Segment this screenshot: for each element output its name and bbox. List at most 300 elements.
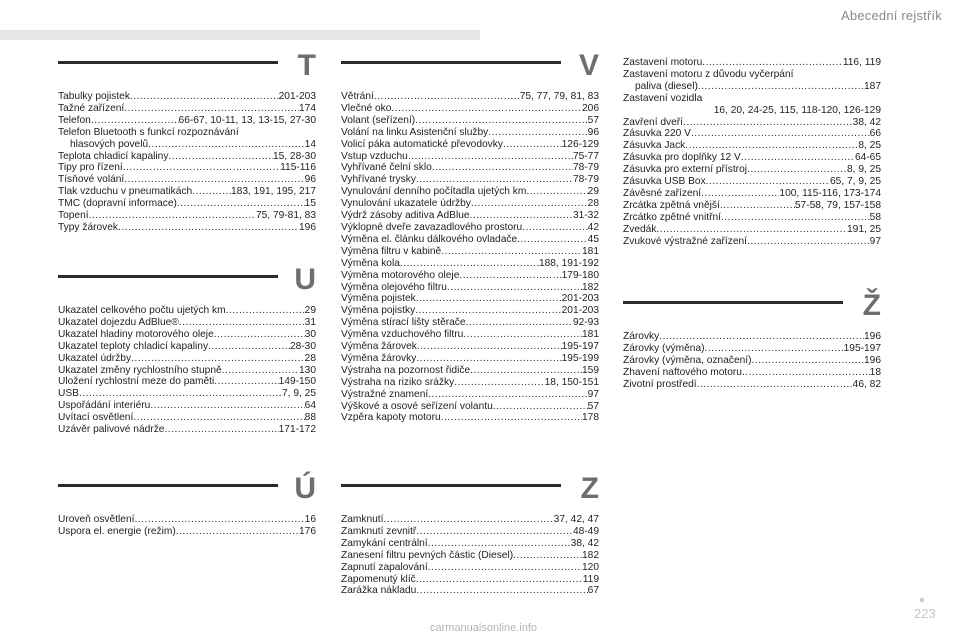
index-section-v [341, 49, 599, 424]
index-entry [623, 367, 881, 379]
index-entry [58, 412, 316, 424]
index-section-u [58, 263, 316, 436]
dot-leader [470, 210, 573, 222]
entry-pages: 100, 115-116, 173-174 [779, 187, 881, 199]
entry-term: Ukazatel změny rychlostního stupně [58, 364, 222, 376]
entry-pages: 115-116 [280, 162, 316, 174]
entry-term: Vlečné oko [341, 102, 392, 114]
entry-pages: 171-172 [278, 424, 316, 436]
index-entry [341, 574, 599, 586]
dot-leader [721, 212, 870, 224]
entry-pages: 38, 42 [852, 116, 881, 128]
section-rule [58, 484, 278, 487]
footer-marker [920, 598, 924, 602]
section-letter: Ž [862, 289, 881, 322]
index-entry [58, 103, 316, 115]
dot-leader [131, 353, 305, 365]
dot-leader [698, 81, 864, 93]
index-entry [341, 234, 599, 246]
index-entry [341, 412, 599, 424]
section-rule [58, 275, 278, 278]
dot-leader [214, 376, 278, 388]
top-bar [0, 0, 960, 40]
dot-leader [134, 514, 304, 526]
dot-leader [130, 91, 279, 103]
dot-leader [697, 379, 853, 391]
entry-pages: 179-180 [561, 269, 599, 281]
entry-term: Životní prostředí [623, 378, 697, 390]
entry-pages: 176 [299, 525, 316, 537]
entry-pages: 88 [304, 412, 316, 424]
entry-pages: 67 [587, 585, 599, 597]
entry-term: Větrání [341, 91, 374, 102]
entry-term: Zásuvka 220 V [623, 128, 691, 140]
index-entry [341, 270, 599, 282]
dot-leader [124, 174, 304, 186]
dot-leader [416, 526, 573, 538]
entry-term: Výměna žárovky [341, 352, 417, 364]
index-entry [58, 305, 316, 317]
entry-pages: 195-197 [843, 342, 881, 354]
index-entry [623, 81, 881, 93]
index-entry [58, 365, 316, 377]
entry-term: hlasových povelů [70, 138, 149, 150]
index-entry [341, 162, 599, 174]
dot-leader [416, 585, 587, 597]
entry-term: Zvedák [623, 223, 657, 235]
entry-term: Zapomenutý klíč [341, 573, 416, 585]
dot-leader [123, 162, 280, 174]
entry-term: Zamknutí zevnitř [341, 525, 417, 537]
dot-leader [488, 127, 587, 139]
dot-leader [659, 331, 864, 343]
entry-term: Výklopné dveře zavazadlového prostoru [341, 221, 523, 233]
index-entry [58, 424, 316, 436]
dot-leader [383, 514, 553, 526]
index-entry [623, 176, 881, 188]
entry-term: Ukazatel údržby [58, 352, 132, 364]
page-header-title: Abecední rejstřík [841, 8, 942, 23]
dot-leader [124, 103, 299, 115]
dot-leader [176, 526, 299, 538]
entry-pages: 66-67, 10-11, 13, 13-15, 27-30 [178, 114, 316, 126]
index-entry [58, 353, 316, 365]
index-entry [341, 186, 599, 198]
entry-pages: 66 [869, 128, 881, 140]
entry-list [58, 514, 316, 538]
index-entry [58, 341, 316, 353]
dot-leader [208, 341, 290, 353]
dot-leader [513, 550, 582, 562]
dot-leader [441, 246, 582, 258]
entry-term: Výdrž zásoby aditiva AdBlue [341, 210, 470, 222]
index-entry [58, 514, 316, 526]
entry-pages: 92-93 [572, 317, 599, 329]
index-entry [58, 139, 316, 151]
index-entry [341, 91, 599, 103]
index-entry [623, 140, 881, 152]
entry-term: Výměna žárovek [341, 341, 417, 353]
index-entry [341, 103, 599, 115]
index-entry [341, 585, 599, 597]
entry-pages: 75-77 [572, 150, 599, 162]
index-entry [623, 117, 881, 129]
dot-leader [454, 377, 544, 389]
entry-term: Zastavení motoru [623, 57, 703, 68]
index-entry [623, 93, 881, 105]
dot-leader [179, 317, 305, 329]
entry-term: Telefon Bluetooth s funkcí rozpoznávání [58, 126, 239, 138]
entry-term: Vynulování ukazatele údržby [341, 198, 471, 210]
entry-pages: 8, 9, 25 [847, 164, 881, 176]
dot-leader [432, 162, 573, 174]
dot-leader [685, 140, 858, 152]
entry-term: Výměna vzduchového filtru [341, 329, 464, 341]
index-entry [623, 69, 881, 81]
entry-pages: 58 [869, 211, 881, 223]
index-entry [341, 174, 599, 186]
entry-pages: 57 [587, 400, 599, 412]
dot-leader [493, 401, 588, 413]
entry-term: Vynulování denního počítadla ujetých km [341, 186, 527, 198]
entry-term: Teplota chladicí kapaliny [58, 150, 169, 162]
dot-leader [471, 198, 588, 210]
index-entry [58, 186, 316, 198]
dot-leader [526, 186, 587, 198]
entry-term: Výškové a osové seřízení volantu [341, 400, 493, 412]
entry-term: Zvukové výstražné zařízení [623, 235, 747, 247]
entry-list [58, 305, 316, 436]
entry-term: Úspora el. energie (režim) [58, 525, 176, 537]
dot-leader [428, 562, 582, 574]
entry-pages: 116, 119 [842, 57, 881, 68]
entry-pages: 64 [304, 400, 316, 412]
entry-pages: 201-203 [561, 293, 599, 305]
entry-pages: 78-79 [572, 174, 599, 186]
dot-leader [428, 538, 571, 550]
index-entry [341, 115, 599, 127]
index-entry [341, 562, 599, 574]
index-entry [58, 115, 316, 127]
dot-leader [447, 282, 582, 294]
index-entry [58, 222, 316, 234]
entry-term: Zamknutí [341, 514, 384, 525]
dot-leader [148, 139, 305, 151]
entry-term: Tlak vzduchu v pneumatikách [58, 186, 193, 198]
index-entry [341, 365, 599, 377]
index-entry [58, 526, 316, 538]
dot-leader [214, 329, 305, 341]
section-header [58, 49, 316, 91]
index-entry [341, 538, 599, 550]
dot-leader [701, 188, 779, 200]
dot-leader [391, 103, 582, 115]
entry-term: Vstup vzduchu [341, 150, 408, 162]
index-entry [341, 151, 599, 163]
index-entry [341, 514, 599, 526]
entry-pages: 28 [587, 198, 599, 210]
entry-term: Tísňové volání [58, 174, 125, 186]
index-entry [341, 341, 599, 353]
section-letter: T [297, 49, 316, 82]
entry-term: Závěsné zařízení [623, 187, 702, 199]
dot-leader [441, 412, 582, 424]
dot-leader [416, 574, 583, 586]
entry-pages: 201-203 [278, 91, 316, 102]
dot-leader [133, 412, 304, 424]
dot-leader [408, 151, 573, 163]
entry-pages: 18, 150-151 [544, 376, 599, 388]
entry-term: Zásuvka pro doplňky 12 V [623, 152, 741, 164]
index-entry [341, 210, 599, 222]
entry-term: Zásuvka Jack [623, 140, 686, 152]
entry-term: Výstraha na pozornost řidiče [341, 364, 471, 376]
entry-pages: 45 [587, 233, 599, 245]
entry-term: Zastavení vozidla [623, 92, 703, 104]
section-header [58, 472, 316, 514]
entry-pages: 187 [864, 80, 881, 92]
entry-term: Výměna pojistky [341, 305, 416, 317]
entry-pages: 196 [299, 221, 316, 233]
entry-pages: 57 [587, 114, 599, 126]
dot-leader [702, 57, 843, 69]
entry-pages: 149-150 [278, 376, 316, 388]
entry-term: Vyhřívané čelní sklo [341, 162, 432, 174]
entry-pages: 30 [304, 328, 316, 340]
index-entry [58, 127, 316, 139]
entry-term: Topení [58, 210, 89, 222]
section-letter: U [294, 263, 316, 296]
index-entry [341, 258, 599, 270]
entry-list [623, 57, 881, 248]
entry-term: TMC (dopravní informace) [58, 198, 177, 210]
index-entry [623, 224, 881, 236]
dot-leader [164, 424, 278, 436]
entry-pages: 96 [587, 126, 599, 138]
index-entry [341, 526, 599, 538]
entry-pages: 196 [864, 354, 881, 366]
index-entry [58, 162, 316, 174]
entry-pages: 120 [582, 561, 599, 573]
entry-list [341, 514, 599, 597]
dot-leader [118, 222, 299, 234]
index-entry [623, 212, 881, 224]
page-number: 223 [914, 606, 936, 621]
dot-leader [466, 317, 573, 329]
dot-leader [656, 224, 847, 236]
entry-term: Zrcátka zpětná vnější [623, 199, 720, 211]
index-section-t [58, 49, 316, 234]
dot-leader [517, 234, 588, 246]
entry-term: Tipy pro řízení [58, 162, 123, 174]
entry-term: Vyhřívané trysky [341, 174, 416, 186]
entry-term: Telefon [58, 114, 91, 126]
entry-term: Zarážka nákladu [341, 585, 417, 597]
index-entry [341, 293, 599, 305]
entry-pages: 182 [582, 549, 599, 561]
index-entry [341, 401, 599, 413]
entry-pages: 18 [869, 366, 881, 378]
dot-leader [470, 365, 582, 377]
entry-pages: 42 [587, 221, 599, 233]
entry-term: Typy žárovek [58, 221, 119, 233]
entry-pages: 15, 28-30 [272, 150, 316, 162]
entry-term: Zásuvka USB Box [623, 176, 706, 188]
dot-leader [91, 115, 179, 127]
entry-term: Žárovky (výměna) [623, 342, 705, 354]
dot-leader [416, 293, 562, 305]
index-entry [623, 164, 881, 176]
entry-term: Výstražné znamení [341, 388, 429, 400]
entry-pages: 75, 79-81, 83 [255, 210, 316, 222]
index-section-u-acute [58, 472, 316, 538]
entry-pages: 31-32 [572, 210, 599, 222]
watermark: carmanualsonline.info [430, 622, 538, 634]
entry-pages: 28 [304, 352, 316, 364]
dot-leader [742, 367, 870, 379]
entry-term: Volicí páka automatické převodovky [341, 138, 503, 150]
entry-term: Uvítací osvětlení [58, 412, 134, 424]
index-entry [623, 105, 881, 117]
index-entry [623, 379, 881, 391]
index-entry [341, 329, 599, 341]
index-entry [623, 200, 881, 212]
dot-leader [177, 198, 305, 210]
entry-term: Uspořádání interiéru [58, 400, 151, 412]
entry-pages: 7, 9, 25 [282, 388, 316, 400]
dot-leader [683, 117, 853, 129]
entry-pages: 126-129 [561, 138, 599, 150]
index-entry [341, 550, 599, 562]
entry-pages: 196 [864, 331, 881, 342]
index-entry [58, 329, 316, 341]
section-header [623, 289, 881, 331]
dot-leader [752, 355, 864, 367]
index-entry [58, 210, 316, 222]
entry-term: Volání na linku Asistenční služby [341, 126, 489, 138]
entry-pages: 46, 82 [852, 378, 881, 390]
dot-leader [463, 329, 582, 341]
entry-term: Tabulky pojistek [58, 91, 130, 102]
index-entry [58, 400, 316, 412]
dot-leader [522, 222, 587, 234]
section-header [341, 472, 599, 514]
section-header [341, 49, 599, 91]
dot-leader [222, 365, 299, 377]
index-entry [58, 151, 316, 163]
entry-term: Žárovky [623, 331, 660, 342]
entry-term: Výměna el. článku dálkového ovladače [341, 233, 518, 245]
entry-pages: 38, 42 [570, 537, 599, 549]
entry-term: Vzpěra kapoty motoru [341, 412, 441, 424]
entry-term: Zavření dveří [623, 116, 684, 128]
entry-term: Ukazatel teploty chladicí kapaliny [58, 340, 209, 352]
section-letter: V [578, 49, 599, 82]
entry-list [341, 91, 599, 424]
index-entry [623, 57, 881, 69]
index-entry [341, 317, 599, 329]
entry-term: Ukazatel hladiny motorového oleje [58, 328, 214, 340]
entry-pages: 178 [582, 412, 599, 424]
entry-term: USB [58, 388, 79, 400]
index-section-z-continued [623, 57, 881, 248]
dot-leader [89, 210, 256, 222]
entry-term: Žárovky (výměna, označení) [623, 354, 752, 366]
entry-term: Volant (seřízení) [341, 114, 416, 126]
index-entry [341, 127, 599, 139]
entry-term: Zamykání centrální [341, 537, 428, 549]
entry-term: Výměna kola [341, 257, 400, 269]
entry-term: Výměna filtru v kabině [341, 245, 442, 257]
index-entry [623, 236, 881, 248]
entry-pages: 96 [304, 174, 316, 186]
entry-pages: 191, 25 [847, 223, 881, 235]
entry-pages: 183, 191, 195, 217 [231, 186, 316, 198]
entry-term: Uložení rychlostní meze do paměti [58, 376, 215, 388]
index-entry [623, 343, 881, 355]
dot-leader [416, 174, 573, 186]
entry-pages: 29 [587, 186, 599, 198]
index-entry [341, 139, 599, 151]
entry-pages: 159 [582, 364, 599, 376]
index-entry [341, 198, 599, 210]
entry-term: Výměna motorového oleje [341, 269, 460, 281]
index-entry [623, 331, 881, 343]
entry-term: Úroveň osvětlení [58, 514, 135, 525]
header-strip [0, 30, 480, 40]
entry-pages: 97 [587, 388, 599, 400]
index-entry [623, 152, 881, 164]
index-entry [58, 317, 316, 329]
entry-term: Výměna olejového filtru [341, 281, 447, 293]
entry-pages: 195-199 [561, 352, 599, 364]
index-section-z [341, 472, 599, 597]
index-entry [623, 128, 881, 140]
dot-leader [416, 353, 561, 365]
index-entry [341, 377, 599, 389]
entry-list [58, 91, 316, 234]
dot-leader [79, 388, 282, 400]
entry-term: Zásuvka pro externí přístroj [623, 164, 747, 176]
entry-term: Uzávěr palivové nádrže [58, 424, 165, 436]
entry-pages: 65, 7, 9, 25 [830, 176, 881, 188]
entry-term: Zanesení filtru pevných částic (Diesel) [341, 549, 514, 561]
dot-leader [374, 91, 520, 103]
entry-pages: 48-49 [572, 525, 599, 537]
entry-term: Výstraha na riziko srážky [341, 376, 455, 388]
dot-leader [503, 139, 562, 151]
entry-term: Výměna pojistek [341, 293, 416, 305]
index-entry [341, 282, 599, 294]
index-entry [341, 305, 599, 317]
dot-leader [691, 128, 870, 140]
entry-term: paliva (diesel) [635, 80, 698, 92]
entry-pages: 206 [582, 102, 599, 114]
entry-pages: 181 [582, 329, 599, 341]
section-letter: Ú [294, 472, 316, 505]
dot-leader [428, 389, 587, 401]
entry-pages: 97 [869, 235, 881, 247]
entry-pages: 130 [299, 364, 316, 376]
entry-pages: 174 [299, 102, 316, 114]
entry-pages: 188, 191-192 [538, 257, 599, 269]
dot-leader [741, 152, 855, 164]
index-entry [341, 353, 599, 365]
entry-pages: 119 [582, 573, 599, 585]
index-entry [623, 355, 881, 367]
section-rule [341, 484, 561, 487]
entry-term: Výměna stírací lišty stěrače [341, 317, 466, 329]
